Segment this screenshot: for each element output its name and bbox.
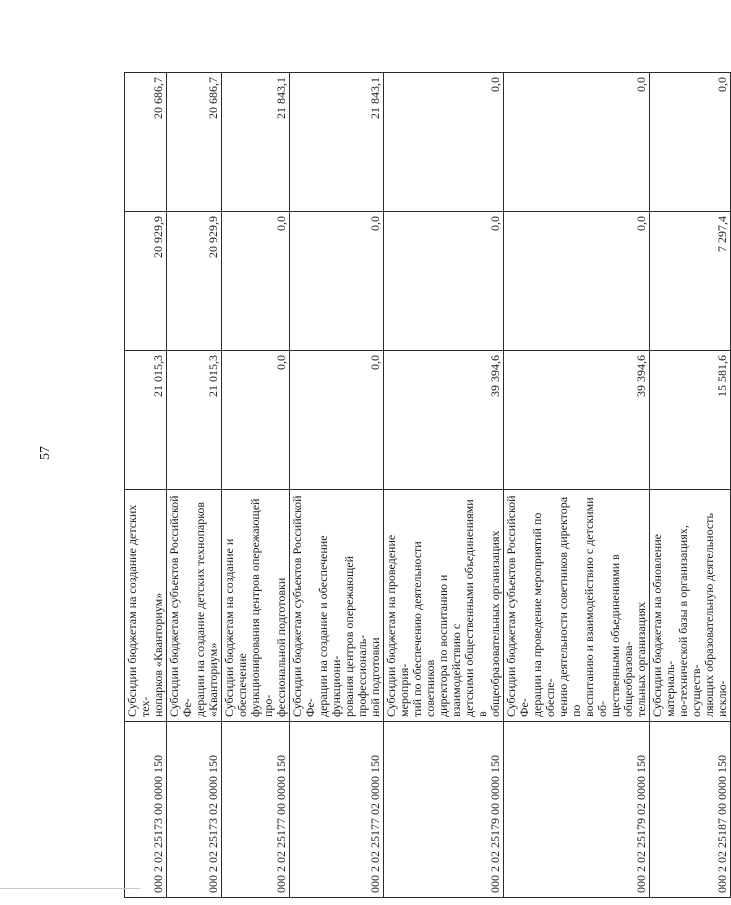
description-line: Субсидии бюджетам на создание и обеспечение	[222, 538, 249, 717]
description-line: Субсидии бюджетам субъектов Российской Фе-	[504, 495, 531, 717]
table-row	[222, 73, 290, 898]
amount-cell: 0,0	[384, 73, 504, 212]
description-line: фессиональной подготовки	[274, 577, 288, 717]
description-line: ной подготовки	[368, 637, 382, 717]
description-cell	[167, 490, 222, 722]
amount-cell: 20 686,7	[167, 73, 222, 212]
description-cell	[504, 490, 650, 722]
table-row	[504, 73, 650, 898]
description-line: дерации на проведение мероприятий по обеспе-	[530, 512, 557, 717]
description-line: но-технической базы в организациях, осуществ-	[676, 525, 703, 717]
amount-cell: 20 929,9	[167, 212, 222, 351]
description-line: директора по воспитанию и взаимодействию с	[436, 574, 463, 717]
amount-cell: 39 394,6	[384, 351, 504, 490]
description-cell	[650, 490, 731, 722]
amount-cell: 21 015,3	[167, 351, 222, 490]
budget-code-cell: 000 2 02 25177 00 0000 150	[222, 722, 290, 898]
description-line: дерации на создание детских технопарков	[193, 501, 207, 717]
amount-cell: 21 843,1	[290, 73, 384, 212]
budget-code-cell: 000 2 02 25173 00 0000 150	[125, 722, 167, 898]
budget-table-rotated	[124, 72, 729, 898]
description-line: «Кванториум»	[206, 642, 220, 717]
description-line: щественными объединениями в общеобразова-	[608, 554, 635, 717]
description-cell	[125, 490, 167, 722]
description-line: Субсидии бюджетам субъектов Российской Фе-	[167, 495, 194, 717]
budget-code-cell: 000 2 02 25179 02 0000 150	[504, 722, 650, 898]
description-cell	[222, 490, 290, 722]
amount-cell: 0,0	[504, 212, 650, 351]
description-line: воспитанию и взаимодействию с детскими об-	[582, 497, 609, 717]
description-line: тий по обеспечению деятельности советников	[410, 541, 437, 717]
table-row	[650, 73, 731, 898]
description-line: Субсидии бюджетам субъектов Российской Фе-	[290, 495, 317, 717]
amount-cell: 15 581,6	[650, 351, 731, 490]
amount-cell: 21 015,3	[125, 351, 167, 490]
description-line: общеобразовательных организациях	[488, 530, 502, 717]
amount-cell: 0,0	[222, 351, 290, 490]
amount-cell: 21 843,1	[222, 73, 290, 212]
table-row	[167, 73, 222, 898]
amount-cell: 0,0	[504, 73, 650, 212]
description-line: функционирования центров опережающей про-	[248, 498, 275, 717]
scan-edge-line	[0, 888, 140, 889]
amount-cell: 0,0	[650, 73, 731, 212]
amount-cell: 20 686,7	[125, 73, 167, 212]
description-cell	[384, 490, 504, 722]
description-line: ляющих образовательную деятельность исклю-	[702, 513, 729, 717]
description-line: рования центров опережающей профессиональ-	[342, 555, 369, 717]
description-line: Субсидии бюджетам на обновление материаль-	[650, 534, 677, 717]
table-row	[384, 73, 504, 898]
page-number: 57	[38, 446, 53, 460]
amount-cell: 39 394,6	[504, 351, 650, 490]
description-line: тельных организациях	[634, 601, 648, 717]
amount-cell: 0,0	[290, 212, 384, 351]
amount-cell: 7 297,4	[650, 212, 731, 351]
amount-cell: 20 929,9	[125, 212, 167, 351]
amount-cell: 0,0	[222, 212, 290, 351]
description-line: Субсидии бюджетам на проведение мероприя-	[384, 534, 411, 717]
description-line: нопарков «Кванториум»	[151, 592, 165, 717]
amount-cell: 0,0	[290, 351, 384, 490]
description-line: детскими общественными объединениями в	[462, 499, 489, 717]
budget-code-cell: 000 2 02 25187 00 0000 150	[650, 722, 731, 898]
table-row	[290, 73, 384, 898]
budget-table	[124, 72, 731, 898]
budget-code-cell: 000 2 02 25179 00 0000 150	[384, 722, 504, 898]
description-line: чению деятельности советников директора по	[556, 496, 583, 717]
budget-code-cell: 000 2 02 25177 02 0000 150	[290, 722, 384, 898]
description-cell	[290, 490, 384, 722]
table-row	[125, 73, 167, 898]
budget-code-cell: 000 2 02 25173 02 0000 150	[167, 722, 222, 898]
description-line: Субсидии бюджетам на создание детских тех-	[125, 504, 152, 717]
description-line: дерации на создание и обеспечение функциони-	[316, 535, 343, 717]
amount-cell: 0,0	[384, 212, 504, 351]
